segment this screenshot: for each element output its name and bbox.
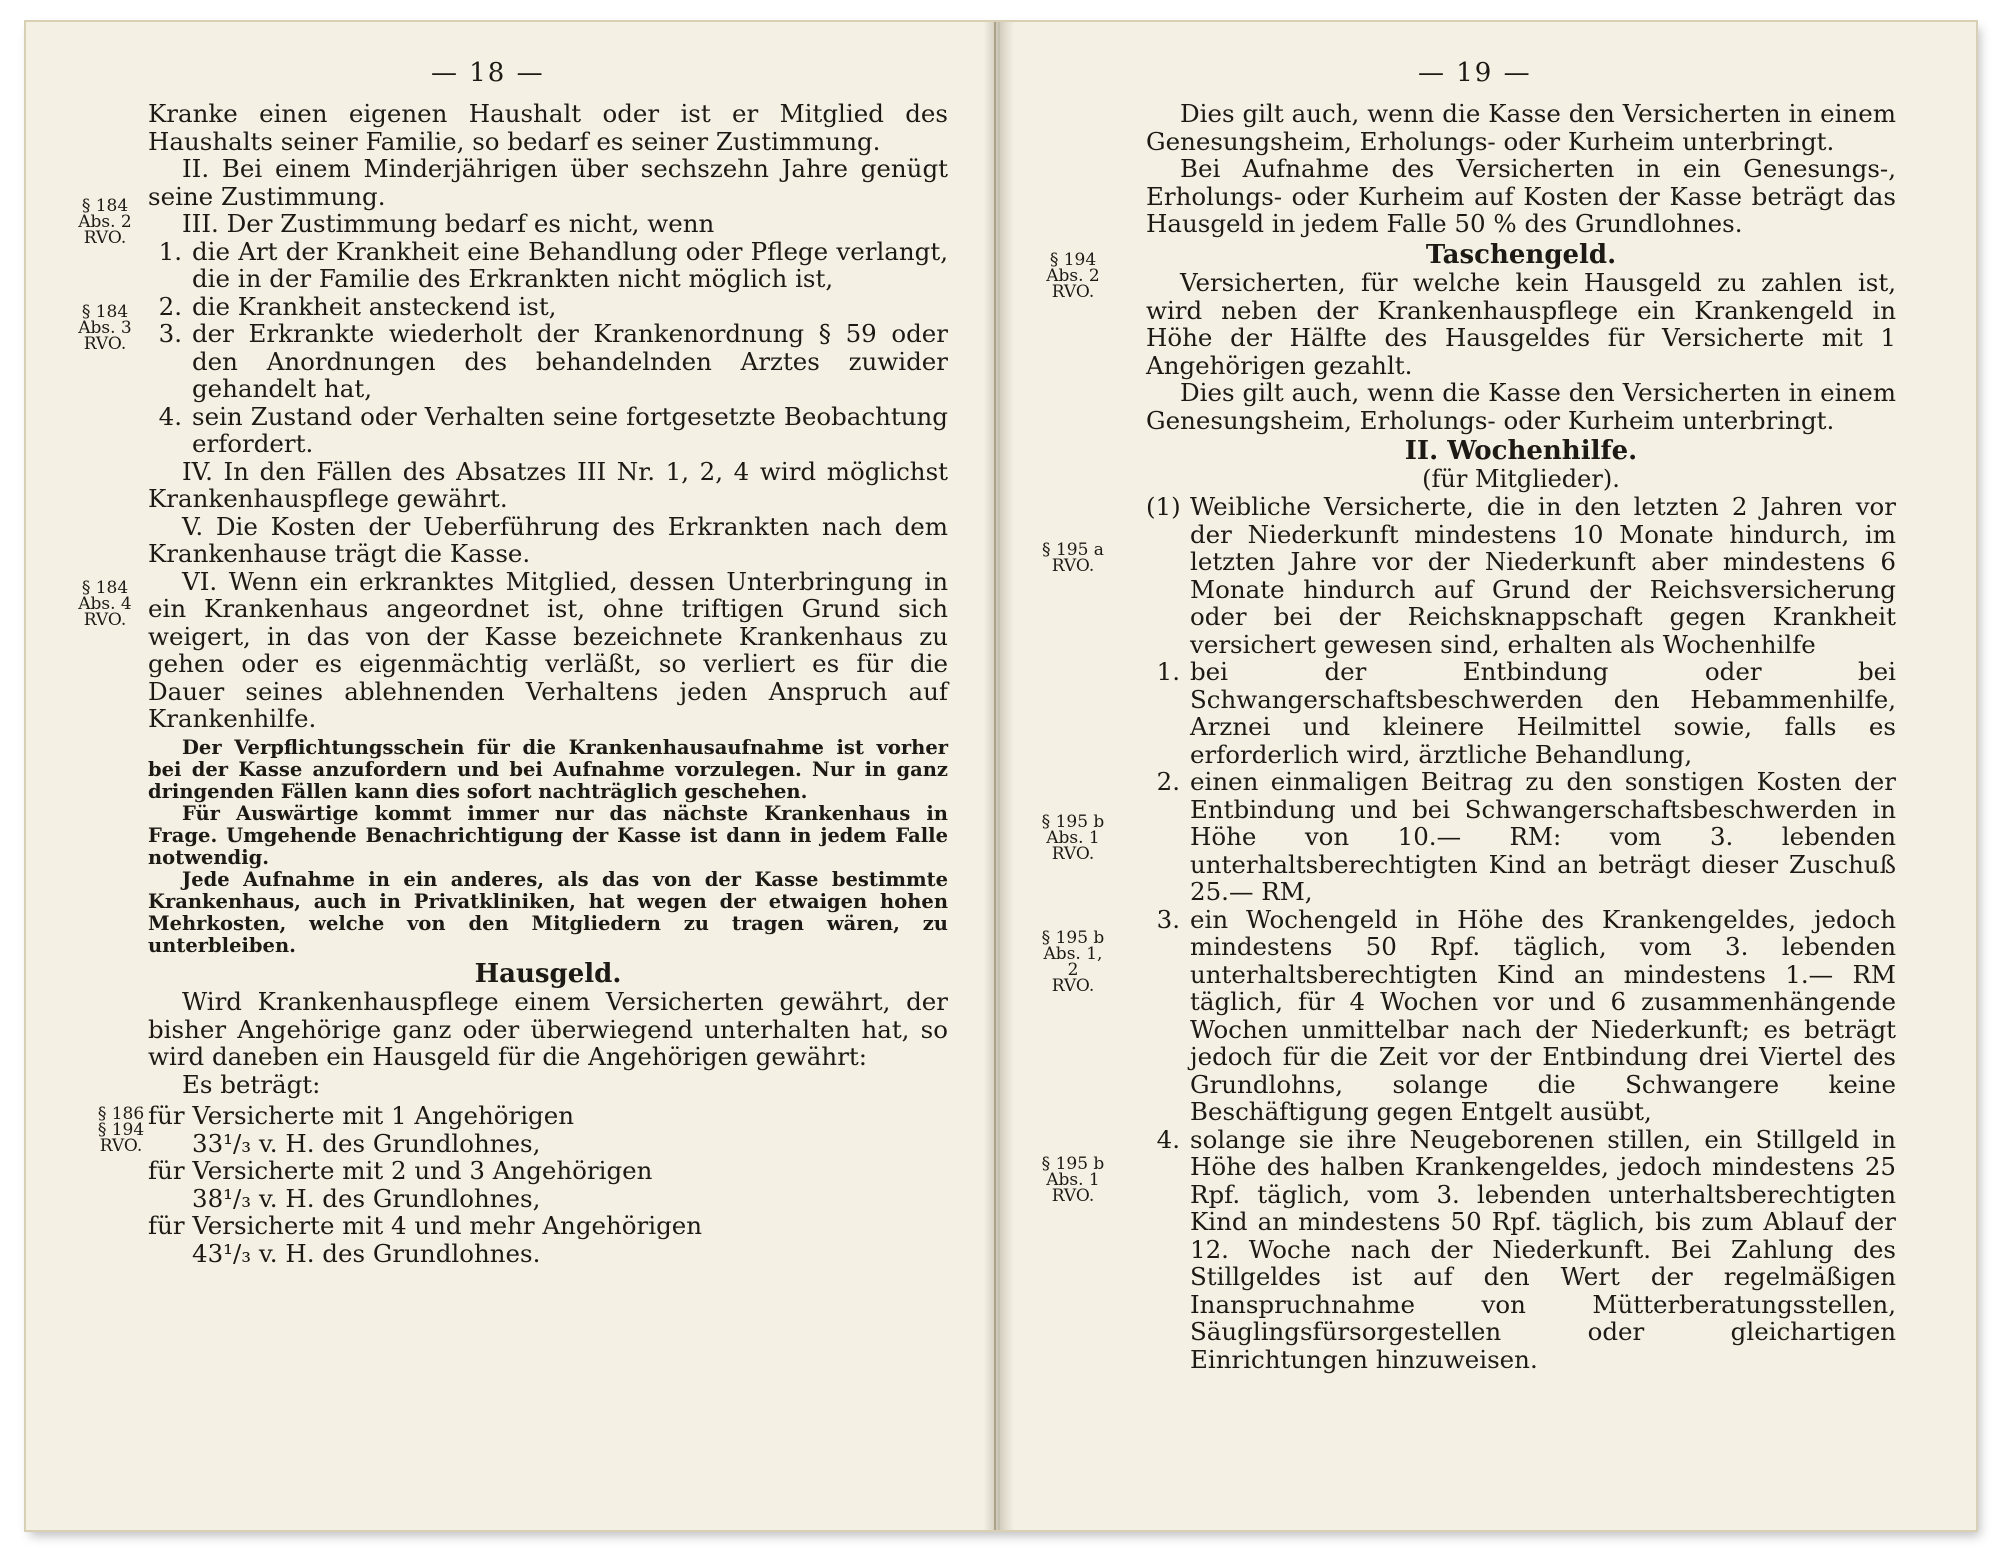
rate-value: 33¹/₃ v. H. des Grundlohnes,: [192, 1128, 541, 1158]
left-page: [26, 22, 996, 1530]
list-item: 1. die Art der Krankheit eine Behandlung oder Pflege verlangt, die in der Familie des Erkrankten nicht möglich ist,: [158, 236, 948, 293]
margin-reference: § 195 b Abs. 1 RVO.: [1041, 1154, 1105, 1206]
list-item: 1. bei der Entbindung oder bei Schwangerschaftsbeschwerden den Hebammenhilfe, Arznei und kleinere Heilmittel sowie, falls es erforderlich wird, ärztliche Behandlung,: [1156, 657, 1896, 769]
section-heading: Taschengeld.: [1425, 239, 1617, 270]
paragraph: II. Bei einem Minderjährigen über sechszehn Jahre genügt seine Zustimmung.: [148, 154, 948, 211]
paragraph: Bei Aufnahme des Versicherten in ein Genesungs-, Erholungs- oder Kurheim auf Kosten der Kasse beträgt das Hausgeld in jedem Falle 50 % des Grundlohnes.: [1146, 154, 1896, 238]
paragraph: Wird Krankenhauspflege einem Versicherten gewährt, der bisher Angehörige ganz oder überwiegend unterhalten hat, so wird daneben ein Hausgeld für die Angehörigen gewährt:: [148, 987, 948, 1071]
rate-value: 43¹/₃ v. H. des Grundlohnes.: [192, 1238, 541, 1268]
margin-reference: § 186 § 194 RVO.: [97, 1104, 145, 1156]
paragraph: V. Die Kosten der Ueberführung des Erkrankten nach dem Krankenhause trägt die Kasse.: [148, 511, 948, 568]
margin-reference: § 195 a RVO.: [1042, 540, 1104, 576]
note: Der Verpflichtungsschein für die Krankenhausaufnahme ist vorher bei der Kasse anzufordern und bei Aufnahme vorzulegen. Nur in ganz dringenden Fällen kann dies sofort nachträglich geschehen.: [148, 735, 948, 803]
section-heading: Hausgeld.: [474, 958, 622, 989]
paragraph: Es beträgt:: [182, 1069, 321, 1099]
rate-value: 38¹/₃ v. H. des Grundlohnes,: [192, 1183, 541, 1213]
margin-reference: § 184 Abs. 4 RVO.: [78, 578, 132, 630]
right-page: [998, 22, 1976, 1530]
left-page-text: [148, 100, 948, 1267]
note: Für Auswärtige kommt immer nur das nächste Krankenhaus in Frage. Umgehende Benachrichtigung der Kasse ist dann in jedem Falle notwendig.: [148, 801, 948, 869]
paragraph: Dies gilt auch, wenn die Kasse den Versicherten in einem Genesungsheim, Erholungs- oder Kurheim unterbringt.: [1146, 378, 1896, 435]
section-heading: II. Wochenhilfe.: [1404, 436, 1638, 466]
numbered-paragraph: (1) Weibliche Versicherte, die in den letzten 2 Jahren vor der Niederkunft mindestens 10 Monate hindurch, im letzten Jahre vor der Niederkunft aber mindestens 6 Monate hindurch auf Grund der Reichsversicherung oder bei der Reichsknappschaft gegen Krankheit versichert gewesen sind, erhalten als Wochenhilfe: [1146, 492, 1896, 659]
list-item: 2. die Krankheit ansteckend ist,: [158, 291, 557, 321]
margin-reference: § 184 Abs. 3 RVO.: [78, 302, 132, 354]
paragraph: Versicherten, für welche kein Hausgeld zu zahlen ist, wird neben der Krankenhauspflege ein Krankengeld in Höhe der Hälfte des Hausgeldes für Versicherte mit 1 Angehörigen gezahlt.: [1146, 268, 1896, 380]
list-item: 4. solange sie ihre Neugeborenen stillen, ein Stillgeld in Höhe des halben Krankengeldes, jedoch mindestens 25 Rpf. täglich, vom 3. lebenden unterhaltsberechtigten Kind an mindestens 50 Rpf. täglich, bis zum Ablauf der 12. Woche nach der Niederkunft. Bei Zahlung des Stillgeldes ist auf den Wert der regelmäßigen Inanspruchnahme von Mütterberatungsstellen, Säuglingsfürsorgestellen oder gleichartigen Einrichtungen hinzuweisen.: [1156, 1124, 1896, 1374]
note: Jede Aufnahme in ein anderes, als das von der Kasse bestimmte Krankenhaus, auch in Privatkliniken, hat wegen der etwaigen hohen Mehrkosten, welche von den Mitgliedern zu tragen wären, zu unterbleiben.: [148, 867, 948, 957]
right-page-text: [1146, 100, 1896, 1373]
rate-label: für Versicherte mit 4 und mehr Angehörigen: [148, 1211, 703, 1240]
page-number: — 19 —: [1418, 58, 1532, 88]
rate-label: für Versicherte mit 1 Angehörigen: [148, 1101, 575, 1130]
margin-reference: § 184 Abs. 2 RVO.: [78, 196, 132, 248]
list-item: 3. der Erkrankte wiederholt der Krankenordnung § 59 oder den Anordnungen des behandelnden Arztes zuwider gehandelt hat,: [158, 319, 948, 403]
section-subheading: (für Mitglieder).: [1422, 464, 1620, 493]
paragraph: Kranke einen eigenen Haushalt oder ist er Mitglied des Haushalts seiner Familie, so bedarf es seiner Zustimmung.: [148, 99, 948, 156]
open-booklet: [26, 22, 1976, 1530]
margin-reference: § 195 b Abs. 1, 2 RVO.: [1041, 928, 1105, 996]
paragraph: IV. In den Fällen des Absatzes III Nr. 1, 2, 4 wird möglichst Krankenhauspflege gewährt.: [148, 456, 948, 513]
list-item: 2. einen einmaligen Beitrag zu den sonstigen Kosten der Entbindung und bei Schwangerschaftsbeschwerden in Höhe von 10.— RM: vom 3. lebenden unterhaltsberechtigten Kind an beträgt dieser Zuschuß 25.— RM,: [1156, 767, 1896, 906]
margin-reference: § 194 Abs. 2 RVO.: [1046, 250, 1100, 302]
list-item: 4. sein Zustand oder Verhalten seine fortgesetzte Beobachtung erfordert.: [158, 401, 948, 458]
paragraph: VI. Wenn ein erkranktes Mitglied, dessen Unterbringung in ein Krankenhaus angeordnet ist, ohne triftigen Grund sich weigert, in das von der Kasse bezeichnete Krankenhaus zu gehen oder es eigenmächtig verläßt, so verliert es für die Dauer seines ablehnenden Verhaltens jeden Anspruch auf Krankenhilfe.: [148, 566, 948, 733]
page-number: — 18 —: [431, 58, 545, 88]
rate-label: für Versicherte mit 2 und 3 Angehörigen: [148, 1156, 653, 1185]
paragraph: III. Der Zustimmung bedarf es nicht, wenn: [182, 209, 715, 238]
margin-reference: § 195 b Abs. 1 RVO.: [1041, 812, 1105, 864]
paragraph: Dies gilt auch, wenn die Kasse den Versicherten in einem Genesungsheim, Erholungs- oder Kurheim unterbringt.: [1146, 99, 1896, 156]
list-item: 3. ein Wochengeld in Höhe des Krankengeldes, jedoch mindestens 50 Rpf. täglich, vom 3. lebenden unterhaltsberechtigten Kind an mindestens 1.— RM täglich, für 4 Wochen vor und 6 zusammenhängende Wochen unmittelbar nach der Niederkunft; es beträgt jedoch für die Zeit vor der Entbindung drei Viertel des Grundlohns, solange die Schwangere keine Beschäftigung gegen Entgelt ausübt,: [1156, 904, 1896, 1126]
